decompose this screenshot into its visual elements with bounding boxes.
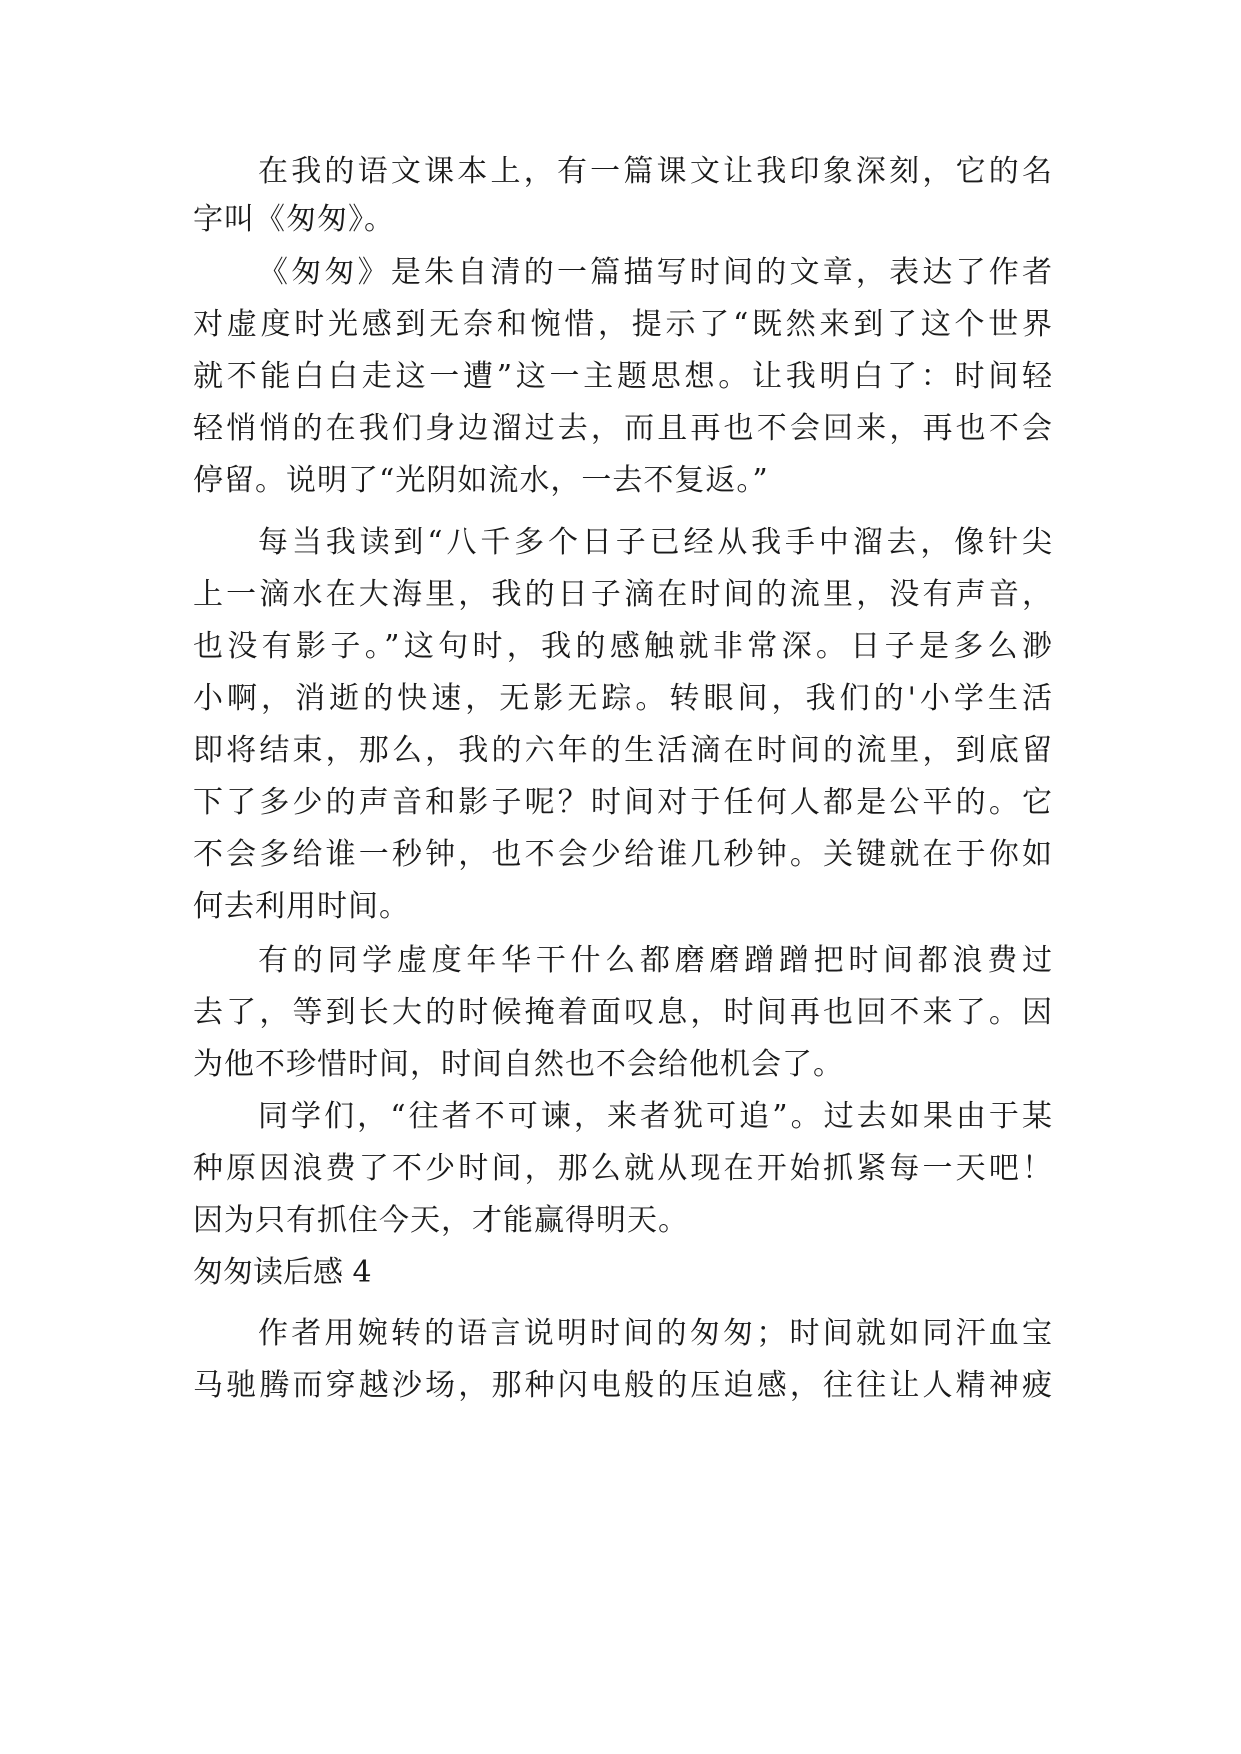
text-line: 不会多给谁一秒钟，也不会少给谁几秒钟。关键就在于你如 [193,837,1053,872]
text-line: 有的同学虚度年华干什么都磨磨蹭蹭把时间都浪费过 [258,943,1053,978]
text-line: 马驰腾而穿越沙场，那种闪电般的压迫感，往往让人精神疲 [193,1368,1053,1403]
text-line: 下了多少的声音和影子呢？时间对于任何人都是公平的。它 [193,785,1053,820]
text-line: 在我的语文课本上，有一篇课文让我印象深刻，它的名 [258,154,1053,189]
text-line: 每当我读到“八千多个日子已经从我手中溜去，像针尖 [258,525,1053,560]
text-line: 何去利用时间。 [193,889,410,924]
text-line: 停留。说明了“光阴如流水，一去不复返。” [193,463,769,498]
text-line: 字叫《匆匆》。 [193,202,395,237]
text-line: 种原因浪费了不少时间，那么就从现在开始抓紧每一天吧！ [193,1151,1053,1186]
text-line: 为他不珍惜时间，时间自然也不会给他机会了。 [193,1047,844,1082]
text-line: 也没有影子。”这句时，我的感触就非常深。日子是多么渺 [193,629,1053,664]
text-line: 对虚度时光感到无奈和惋惜，提示了“既然来到了这个世界 [193,307,1053,342]
text-line: 小啊，消逝的快速，无影无踪。转眼间，我们的'小学生活 [193,681,1053,716]
text-line: 去了，等到长大的时候掩着面叹息，时间再也回不来了。因 [193,995,1053,1030]
section-title: 匆匆读后感 4 [193,1255,372,1290]
text-line: 即将结束，那么，我的六年的生活滴在时间的流里，到底留 [193,733,1053,768]
text-line: 轻悄悄的在我们身边溜过去，而且再也不会回来，再也不会 [193,411,1053,446]
text-line: 同学们，“往者不可谏，来者犹可追”。过去如果由于某 [258,1099,1053,1134]
text-line: 上一滴水在大海里，我的日子滴在时间的流里，没有声音， [193,577,1053,612]
text-line: 就不能白白走这一遭”这一主题思想。让我明白了：时间轻 [193,359,1053,394]
text-line: 《匆匆》是朱自清的一篇描写时间的文章，表达了作者 [258,255,1053,290]
text-line: 作者用婉转的语言说明时间的匆匆；时间就如同汗血宝 [258,1316,1053,1351]
text-line: 因为只有抓住今天，才能赢得明天。 [193,1203,689,1238]
